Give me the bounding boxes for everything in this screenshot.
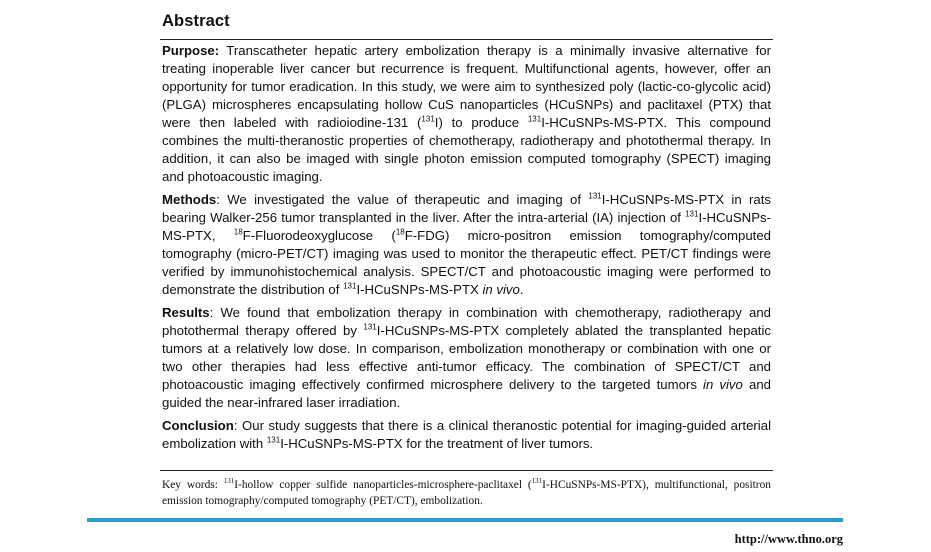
isotope-superscript: 131: [421, 114, 435, 124]
bottom-divider: [160, 470, 773, 471]
results-text: I-HCuSNPs-MS-PTX completely ablated the transplanted hepatic tumors at a relatively low dose. In comparison, embolization monotherapy or combination with one or two other therapies had less effective anti-tumor efficacy. The combination of SPECT/CT and photoacoustic imaging effectively confirmed microsphere delivery to the targeted tumors: [162, 323, 771, 392]
conclusion-text: I-HCuSNPs-MS-PTX for the treatment of liver tumors.: [280, 436, 594, 451]
isotope-superscript: 131: [343, 281, 357, 291]
results-text: and guided the near-infrared laser irradiation.: [162, 377, 771, 410]
methods-text: .: [519, 282, 524, 297]
methods-paragraph: [162, 191, 771, 299]
purpose-text: I-HCuSNPs-MS-PTX. This compound combines the multi-theranostic properties of chemotherapy, radiotherapy and photothermal therapy. In addition, it can also be imaged with single photon emission computed tomography (SPECT) imaging and photoacoustic imaging.: [162, 115, 772, 184]
results-label: Results: [162, 305, 210, 320]
purpose-label: Purpose:: [162, 43, 220, 58]
abstract-heading: Abstract: [162, 12, 230, 30]
isotope-superscript: 131: [223, 477, 235, 486]
in-vivo-italic: in vivo: [703, 377, 743, 392]
conclusion-text: : Our study suggests that there is a clinical theranostic potential for imaging-guided arterial embolization with: [162, 418, 771, 451]
isotope-superscript: 131: [266, 435, 281, 445]
in-vivo-italic: in vivo: [482, 282, 520, 297]
methods-text: F-FDG) micro-positron emission tomography/computed tomography (micro-PET/CT) imaging was used to monitor the therapeutic effect. PET/CT findings were verified by immunohistochemical analysis. SPECT/CT and photoacoustic imaging were performed to demonstrate the distribution of: [162, 228, 772, 297]
abstract-body: [162, 42, 771, 458]
keywords-text: Key words:: [162, 479, 224, 491]
methods-text: I-HCuSNPs-MS-PTX in rats bearing Walker-256 tumor transplanted in the liver. After the intra-arterial (IA) injection of: [162, 192, 771, 225]
methods-text: I-HCuSNPs-MS-PTX: [356, 282, 483, 297]
top-divider: [160, 39, 773, 40]
isotope-superscript: 18: [233, 227, 243, 237]
results-text: : We found that embolization therapy in combination with chemotherapy, radiotherapy and photothermal therapy offered by: [162, 305, 771, 338]
methods-text: : We investigated the value of therapeutic and imaging of: [216, 192, 589, 207]
methods-label: Methods: [162, 192, 217, 207]
isotope-superscript: 131: [685, 209, 699, 219]
isotope-superscript: 18: [395, 227, 405, 237]
methods-text: I-HCuSNPs-MS-PTX,: [162, 210, 771, 243]
keywords-text: I-HCuSNPs-MS-PTX), multifunctional, positron emission tomography/computed tomography (PET/CT), embolization.: [162, 479, 771, 507]
footer-bar: [87, 518, 843, 522]
footer-url[interactable]: http://www.thno.org: [734, 532, 843, 546]
isotope-superscript: 131: [531, 477, 543, 486]
conclusion-label: Conclusion: [162, 418, 234, 433]
purpose-paragraph: [162, 42, 771, 186]
purpose-text: I) to produce: [434, 115, 528, 130]
isotope-superscript: 131: [527, 114, 542, 124]
keywords: [162, 478, 771, 509]
methods-text: F-Fluorodeoxyglucose (: [242, 228, 396, 243]
conclusion-paragraph: [162, 417, 771, 453]
isotope-superscript: 131: [363, 322, 377, 332]
isotope-superscript: 131: [588, 191, 602, 201]
keywords-text: I-hollow copper sulfide nanoparticles-microsphere-paclitaxel (: [234, 479, 532, 491]
purpose-text: Transcatheter hepatic artery embolization therapy is a minimally invasive alternative for treating inoperable liver cancer but recurrence is frequent. Multifunctional agents, however, offer an opportunity for tumor eradication. In this study, we were aim to synthesized poly (lactic-co-glycolic acid) (PLGA) microspheres encapsulating hollow CuS nanoparticles (HCuSNPs) and paclitaxel (PTX) that were then labeled with radioiodine-131 (: [162, 43, 771, 130]
results-paragraph: [162, 304, 771, 412]
